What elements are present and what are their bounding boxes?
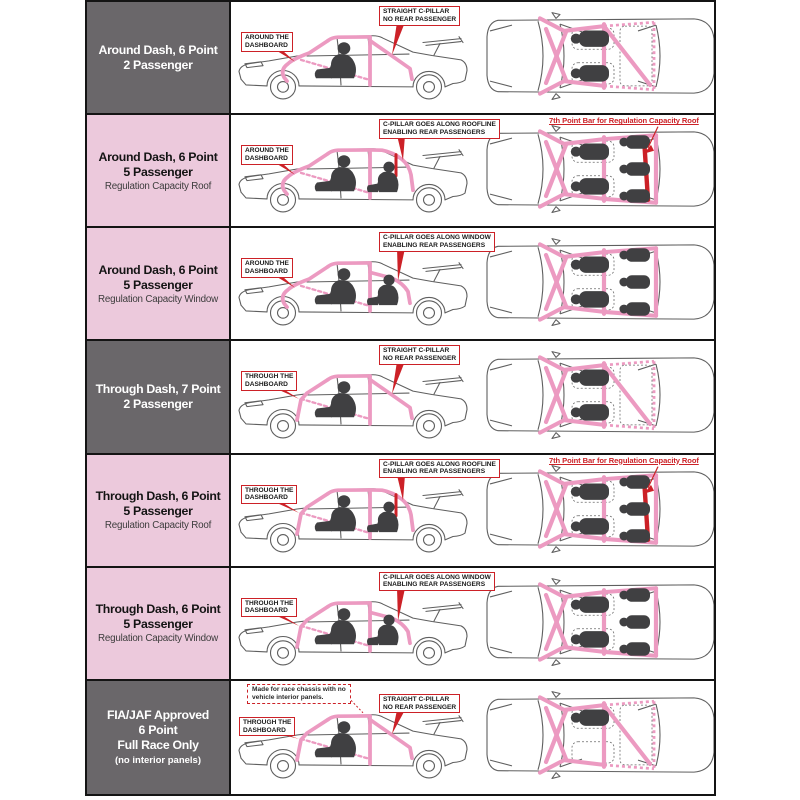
top-view-diagram xyxy=(476,341,714,450)
top-view-diagram xyxy=(476,2,714,111)
driver-figure xyxy=(315,269,356,305)
driver-figure xyxy=(315,495,356,531)
c-pillar-annotation xyxy=(379,6,460,26)
config-title-line: 5 Passenger xyxy=(123,164,193,179)
config-title-line: Around Dash, 6 Point xyxy=(98,42,218,57)
occupant-top-figure xyxy=(571,178,609,194)
config-title-line: Full Race Only xyxy=(117,738,199,753)
driver-figure xyxy=(315,155,356,191)
c-pillar-annotation xyxy=(379,572,495,592)
config-title-line: Through Dash, 7 Point xyxy=(95,381,221,396)
dashboard-annotation xyxy=(241,485,297,505)
config-title-line: 5 Passenger xyxy=(123,277,193,292)
occupant-top-figure xyxy=(571,483,609,499)
dashboard-annotation-line: DASHBOARD xyxy=(245,268,288,276)
diagram-cell xyxy=(231,115,714,226)
c-pillar-annotation xyxy=(379,232,495,252)
dashboard-annotation xyxy=(241,371,297,391)
top-view-diagram xyxy=(476,228,714,337)
config-title-line: 5 Passenger xyxy=(123,617,193,632)
table-row xyxy=(87,228,714,341)
dashboard-annotation-line: THROUGH THE xyxy=(245,599,294,607)
seventh-point-note: 7th Point Bar for Regulation Capacity Roof xyxy=(549,455,699,465)
config-label xyxy=(87,455,231,566)
dashboard-annotation-line: DASHBOARD xyxy=(245,41,288,49)
diagram-cell xyxy=(231,2,714,113)
dashboard-annotation-line: DASHBOARD xyxy=(245,607,288,615)
config-label xyxy=(87,2,231,113)
occupant-top-figure xyxy=(571,709,609,725)
rear-occupant-top-figure xyxy=(619,615,650,629)
occupant-top-figure xyxy=(571,257,609,273)
occupant-top-figure xyxy=(571,30,609,46)
diagram-cell xyxy=(231,228,714,339)
config-subtitle: Regulation Capacity Window xyxy=(97,633,219,645)
driver-figure xyxy=(315,42,356,78)
dashboard-annotation xyxy=(241,145,293,165)
table-row xyxy=(87,115,714,228)
c-pillar-annotation-line: ENABLING REAR PASSENGERS xyxy=(383,581,486,589)
config-label xyxy=(87,115,231,226)
roll-cage-top xyxy=(540,358,650,433)
config-subtitle: Regulation Capacity Roof xyxy=(104,520,212,532)
configuration-table xyxy=(85,0,716,796)
dashboard-annotation-line: DASHBOARD xyxy=(245,154,288,162)
config-title-line: 2 Passenger xyxy=(123,396,193,411)
c-pillar-annotation-line: ENABLING REAR PASSENGERS xyxy=(383,468,486,476)
occupant-top-figure xyxy=(571,405,609,421)
dashboard-annotation-line: AROUND THE xyxy=(245,147,289,155)
table-row xyxy=(87,341,714,454)
diagram-cell xyxy=(231,341,714,452)
c-pillar-annotation-line: ENABLING REAR PASSENGERS xyxy=(383,128,486,136)
config-title-line: FIA/JAF Approved xyxy=(106,708,209,723)
config-label xyxy=(87,341,231,452)
occupant-top-figure xyxy=(571,596,609,612)
dashboard-annotation-line: DASHBOARD xyxy=(245,494,288,502)
occupant-top-figure xyxy=(571,65,609,81)
config-title-line: Through Dash, 6 Point xyxy=(95,602,221,617)
dashboard-annotation-line: AROUND THE xyxy=(245,260,289,268)
config-label xyxy=(87,568,231,679)
config-title-line: Around Dash, 6 Point xyxy=(98,149,218,164)
config-title-line: Through Dash, 6 Point xyxy=(95,489,221,504)
roll-cage-top xyxy=(540,697,650,772)
dashboard-annotation xyxy=(241,598,297,618)
c-pillar-annotation-line: ENABLING REAR PASSENGERS xyxy=(383,242,486,250)
config-note: (no interior panels) xyxy=(114,755,202,767)
config-label xyxy=(87,228,231,339)
dashboard-annotation-line: THROUGH THE xyxy=(243,718,292,726)
dashboard-annotation-line: THROUGH THE xyxy=(245,373,294,381)
table-row xyxy=(87,2,714,115)
occupant-top-figure xyxy=(571,370,609,386)
c-pillar-annotation-line: NO REAR PASSENGER xyxy=(383,15,457,23)
config-label xyxy=(87,681,231,794)
top-view-diagram xyxy=(476,455,714,564)
seventh-point-note: 7th Point Bar for Regulation Capacity Roof xyxy=(549,116,699,126)
dashboard-annotation xyxy=(239,717,295,737)
c-pillar-annotation-line: C-PILLAR GOES ALONG WINDOW xyxy=(383,573,491,581)
diagram-cell xyxy=(231,568,714,679)
occupant-top-figure xyxy=(571,631,609,647)
config-subtitle: Regulation Capacity Roof xyxy=(104,180,212,192)
c-pillar-annotation xyxy=(379,119,500,139)
top-view-diagram xyxy=(476,681,714,790)
dashboard-annotation-line: AROUND THE xyxy=(245,34,289,41)
c-pillar-annotation-line: NO REAR PASSENGER xyxy=(383,355,457,363)
config-title-line: 6 Point xyxy=(138,723,178,738)
c-pillar-annotation xyxy=(379,345,460,365)
rear-occupant-top-figure xyxy=(619,276,650,290)
rear-occupant-top-figure xyxy=(619,162,650,176)
occupant-top-figure xyxy=(571,518,609,534)
c-pillar-annotation xyxy=(379,694,460,714)
config-subtitle: Regulation Capacity Window xyxy=(97,293,219,305)
c-pillar-annotation-line: C-PILLAR GOES ALONG ROOFLINE xyxy=(383,121,496,129)
table-row xyxy=(87,681,714,794)
dashboard-annotation-line: DASHBOARD xyxy=(245,381,288,389)
config-title-line: 5 Passenger xyxy=(123,504,193,519)
table-row xyxy=(87,455,714,568)
c-pillar-annotation-line: STRAIGHT C-PILLAR xyxy=(383,695,450,703)
dashboard-annotation xyxy=(241,32,293,52)
race-chassis-note xyxy=(247,684,351,704)
dashboard-annotation xyxy=(241,258,293,278)
driver-figure xyxy=(315,608,356,644)
config-title-line: Around Dash, 6 Point xyxy=(98,262,218,277)
occupant-top-figure xyxy=(571,291,609,307)
top-view-diagram xyxy=(476,568,714,677)
c-pillar-annotation-line: NO REAR PASSENGER xyxy=(383,703,457,711)
race-note-line: Made for race chassis with no xyxy=(252,685,346,693)
c-pillar-annotation-line: C-PILLAR GOES ALONG WINDOW xyxy=(383,234,491,242)
c-pillar-annotation-line: C-PILLAR GOES ALONG ROOFLINE xyxy=(383,460,496,468)
diagram-cell xyxy=(231,681,714,794)
roll-cage-top xyxy=(540,18,650,93)
diagram-cell xyxy=(231,455,714,566)
table-row xyxy=(87,568,714,681)
dashboard-annotation-line: DASHBOARD xyxy=(243,726,286,734)
c-pillar-annotation-line: STRAIGHT C-PILLAR xyxy=(383,347,450,355)
race-note-line: vehicle interior panels. xyxy=(252,693,324,701)
c-pillar-annotation xyxy=(379,459,500,479)
driver-figure xyxy=(315,382,356,418)
driver-figure xyxy=(315,721,356,757)
dashboard-annotation-line: THROUGH THE xyxy=(245,486,294,494)
rear-occupant-top-figure xyxy=(619,502,650,516)
config-title-line: 2 Passenger xyxy=(123,57,193,72)
top-view-diagram xyxy=(476,115,714,224)
occupant-top-figure xyxy=(571,144,609,160)
c-pillar-annotation-line: STRAIGHT C-PILLAR xyxy=(383,8,450,15)
